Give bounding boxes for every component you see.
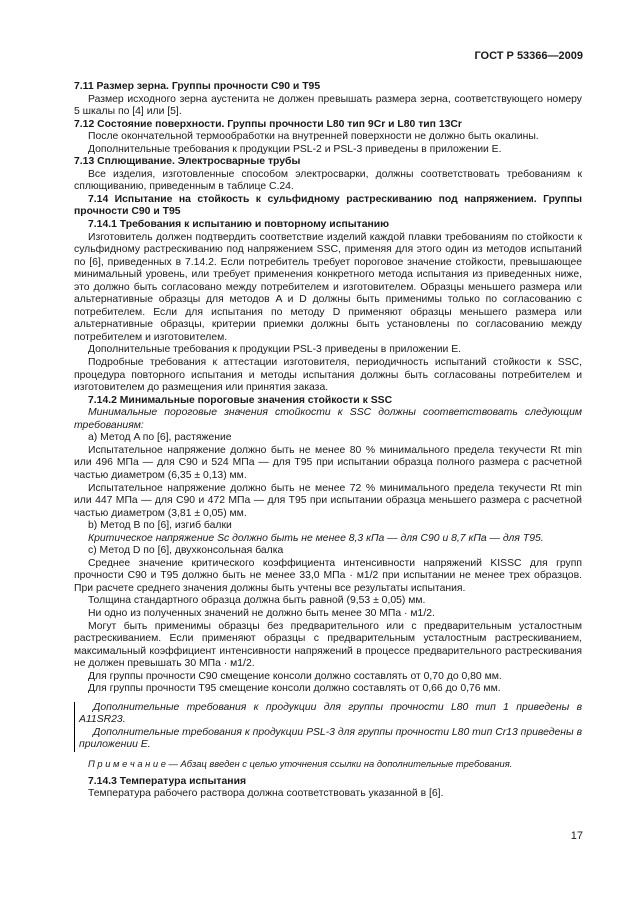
paragraph: Могут быть применимы образцы без предварительного или с предварительным усталостным растрескиванием. Если применяют образцы с предварительным усталостным растрескиванием, максимальный коэффициент интенсивности напряжений в процессе предварительного растрескивания не должен превышать 30 МПа · м1/2.: [74, 620, 582, 670]
document-body: [74, 81, 582, 801]
list-item-b: b) Метод B по [6], изгиб балки: [88, 520, 232, 532]
note: П р и м е ч а н и е — Абзац введен с целью уточнения ссылки на дополнительные требования.: [88, 757, 513, 769]
additional-requirement: Дополнительные требования к продукции PSL-3 для группы прочности L80 тип Cr13 приведены в приложении E.: [74, 727, 582, 752]
paragraph: Все изделия, изготовленные способом электросварки, должны соответствовать требованиям к сплющиванию, приведенным в таблице C.24.: [74, 168, 582, 193]
paragraph: Изготовитель должен подтвердить соответствие изделий каждой плавки требованиям по стойкости к сульфидному растрескиванию под напряжением SSC, применяя для этого один из методов испытаний по [6], приведенных в 7.14.2. Если потребитель требует пороговое значение стойкости, превышающее минимальный уровень, или требует применения конкретного метода испытания из приведенных ниже, это должно быть согласовано между потребителем и изготовителем. Образцы меньшего размера или альтернативные образцы для методов A и D должны быть применимы только по согласованию с потребителем. Если для испытания по методу D применяют образцы меньшего размера или альтернативные образцы, критерии приемки должны быть установлены по согласованию между потребителем и изготовителем.: [74, 231, 582, 343]
heading-7-12: 7.12 Состояние поверхности. Группы прочности L80 тип 9Cr и L80 тип 13Cr: [74, 118, 462, 130]
heading-7-14: 7.14 Испытание на стойкость к сульфидному растрескиванию под напряжением. Группы прочности C90 и T95: [74, 193, 582, 218]
paragraph: Подробные требования к аттестации изготовителя, периодичность испытаний стойкости к SSC, процедура повторного испытания и методы испытания должны быть согласованы потребителем и изготовителем до размещения или принятия заказа.: [74, 357, 582, 394]
list-item-a: а) Метод A по [6], растяжение: [88, 432, 232, 444]
paragraph: Испытательное напряжение должно быть не менее 72 % минимального предела текучести Rt min или 447 МПа — для C90 и 472 МПа — для T95 при испытании образца меньшего размера с расчетной частью диаметром (3,81 ± 0,05) мм.: [74, 482, 582, 519]
paragraph: Критическое напряжение Sc должно быть не менее 8,3 кПа — для C90 и 8,7 кПа — для T95.: [88, 532, 544, 544]
paragraph: Температура рабочего раствора должна соответствовать указанной в [6].: [88, 788, 444, 800]
paragraph: Ни одно из полученных значений не должно быть менее 30 МПа · м1/2.: [88, 607, 435, 619]
paragraph: Дополнительные требования к продукции PSL-3 приведены в приложении E.: [88, 344, 462, 356]
paragraph: Для группы прочности T95 смещение консоли должно составлять от 0,66 до 0,76 мм.: [88, 683, 501, 695]
heading-7-14-1: 7.14.1 Требования к испытанию и повторному испытанию: [88, 219, 390, 231]
standard-header: ГОСТ Р 53366—2009: [474, 50, 583, 62]
paragraph: Толщина стандартного образца должна быть равной (9,53 ± 0,05) мм.: [88, 595, 426, 607]
paragraph: Размер исходного зерна аустенита не должен превышать размера зерна, соответствующего номеру 5 шкалы по [4] или [5].: [74, 93, 582, 118]
page-number: 17: [570, 830, 583, 842]
paragraph: Минимальные пороговые значения стойкости к SSC должны соответствовать следующим требованиям:: [74, 407, 582, 431]
paragraph: Дополнительные требования к продукции PSL-2 и PSL-3 приведены в приложении E.: [88, 143, 502, 155]
heading-7-14-3: 7.14.3 Температура испытания: [88, 775, 247, 787]
heading-7-13: 7.13 Сплющивание. Электросварные трубы: [74, 156, 301, 168]
paragraph: Испытательное напряжение должно быть не менее 80 % минимального предела текучести Rt min или 496 МПа — для C90 и 524 МПа — для T95 при испытании образца полного размера с расчетной частью диаметром (6,35 ± 0,13) мм.: [74, 444, 582, 481]
paragraph: Среднее значение критического коэффициента интенсивности напряжений KISSC для групп прочности C90 и T95 должно быть не менее 33,0 МПа · м1/2 при испытании не менее трех образцов. При расчете среднего значения должны быть учтены все результаты испытания.: [74, 557, 582, 594]
heading-7-14-2: 7.14.2 Минимальные пороговые значения стойкости к SSC: [88, 394, 393, 406]
additional-requirement: Дополнительные требования к продукции для группы прочности L80 тип 1 приведены в A11SR23.: [74, 702, 582, 727]
paragraph: Для группы прочности C90 смещение консоли должно составлять от 0,70 до 0,80 мм.: [88, 670, 502, 682]
list-item-c: c) Метод D по [6], двухконсольная балка: [88, 545, 284, 557]
paragraph: После окончательной термообработки на внутренней поверхности не должно быть окалины.: [88, 131, 539, 143]
heading-7-11: 7.11 Размер зерна. Группы прочности C90 и T95: [74, 81, 321, 92]
